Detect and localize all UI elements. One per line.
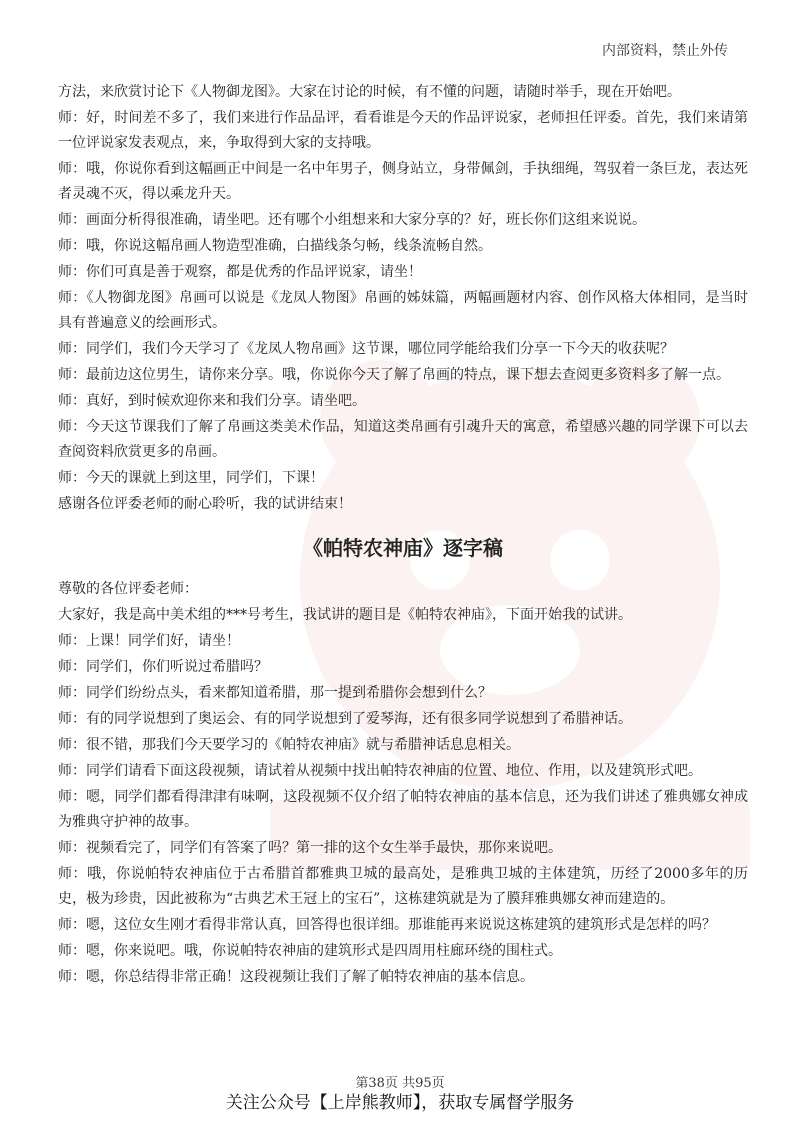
paragraph: 师：真好，到时候欢迎你来和我们分享。请坐吧。 (58, 393, 366, 409)
paragraph: 师：最前边这位男生，请你来分享。哦，你说你今天了解了帛画的特点，课下想去查阅更多资料多了解一点。 (58, 367, 730, 383)
paragraph: 感谢各位评委老师的耐心聆听，我的试讲结束！ (58, 496, 352, 512)
paragraph: 师：哦，你说帕特农神庙位于古希腊首都雅典卫城的最高处，是雅典卫城的主体建筑，历经了2000多年的历史，极为珍贵，因此被称为“古典艺术王冠上的宝石”，这栋建筑就是为了膜拜雅典娜女神而建造的。 (58, 866, 748, 907)
paragraph: 师：同学们请看下面这段视频，请试着从视频中找出帕特农神庙的位置、地位、作用，以及建筑形式吧。 (58, 763, 702, 779)
confidential-notice: 内部资料，禁止外传 (602, 43, 728, 59)
paragraph: 师：嗯，你总结得非常正确！这段视频让我们了解了帕特农神庙的基本信息。 (58, 969, 534, 985)
paragraph: 师：视频看完了，同学们有答案了吗？第一排的这个女生举手最快，那你来说吧。 (58, 840, 562, 856)
paragraph: 师：今天这节课我们了解了帛画这类美术作品，知道这类帛画有引魂升天的寓意，希望感兴趣的同学课下可以去查阅资料欣赏更多的帛画。 (58, 419, 748, 460)
paragraph: 师：嗯，这位女生刚才看得非常认真，回答得也很详细。那谁能再来说说这栋建筑的建筑形式是怎样的吗？ (58, 917, 716, 933)
paragraph: 师：有的同学说想到了奥运会、有的同学说想到了爱琴海，还有很多同学说想到了希腊神话。 (58, 711, 632, 727)
paragraph: 师：同学们，我们今天学习了《龙凤人物帛画》这节课，哪位同学能给我们分享一下今天的收获呢？ (58, 341, 674, 357)
paragraph: 师：哦，你说你看到这幅画正中间是一名中年男子，侧身站立，身带佩剑，手执细绳，驾驭着一条巨龙，表达死者灵魂不灭，得以乘龙升天。 (58, 161, 748, 202)
section-parthenon-transcript (58, 577, 748, 990)
paragraph: 师：《人物御龙图》帛画可以说是《龙凤人物图》帛画的姊妹篇，两幅画题材内容、创作风格大体相同，是当时具有普遍意义的绘画形式。 (58, 290, 748, 331)
paragraph: 师：很不错，那我们今天要学习的《帕特农神庙》就与希腊神话息息相关。 (58, 737, 520, 753)
paragraph: 师：上课！同学们好，请坐！ (58, 633, 240, 649)
page-number: 第38页 共95页 (355, 1076, 445, 1091)
section-title: 《帕特农神庙》逐字稿 (303, 536, 503, 560)
section-previous-lesson (58, 80, 748, 517)
paragraph: 师：画面分析得很准确，请坐吧。还有哪个小组想来和大家分享的？好，班长你们这组来说说。 (58, 212, 646, 228)
paragraph: 方法，来欣赏讨论下《人物御龙图》。大家在讨论的时候，有不懂的问题，请随时举手，现在开始吧。 (58, 84, 681, 100)
paragraph: 师：同学们，你们听说过希腊吗？ (58, 659, 268, 675)
paragraph: 尊敬的各位评委老师： (58, 581, 198, 597)
paragraph: 师：嗯，同学们都看得津津有味啊，这段视频不仅介绍了帕特农神庙的基本信息，还为我们讲述了雅典娜女神成为雅典守护神的故事。 (58, 789, 748, 830)
paragraph: 师：嗯，你来说吧。哦，你说帕特农神庙的建筑形式是四周用柱廊环绕的围柱式。 (58, 943, 562, 959)
footer-promo-text: 关注公众号【上岸熊教师】，获取专属督学服务 (225, 1093, 575, 1113)
paragraph: 师：同学们纷纷点头，看来都知道希腊，那一提到希腊你会想到什么？ (58, 685, 492, 701)
paragraph: 师：你们可真是善于观察，都是优秀的作品评说家，请坐！ (58, 264, 422, 280)
paragraph: 师：哦，你说这幅帛画人物造型准确，白描线条匀畅，线条流畅自然。 (58, 238, 492, 254)
paragraph: 师：今天的课就上到这里，同学们，下课！ (58, 470, 324, 486)
document-body (58, 80, 748, 991)
paragraph: 大家好，我是高中美术组的***号考生，我试讲的题目是《帕特农神庙》，下面开始我的试讲。 (58, 607, 632, 623)
paragraph: 师：好，时间差不多了，我们来进行作品品评，看看谁是今天的作品评说家，老师担任评委。首先，我们来请第一位评说家发表观点，来，争取得到大家的支持哦。 (58, 110, 748, 151)
